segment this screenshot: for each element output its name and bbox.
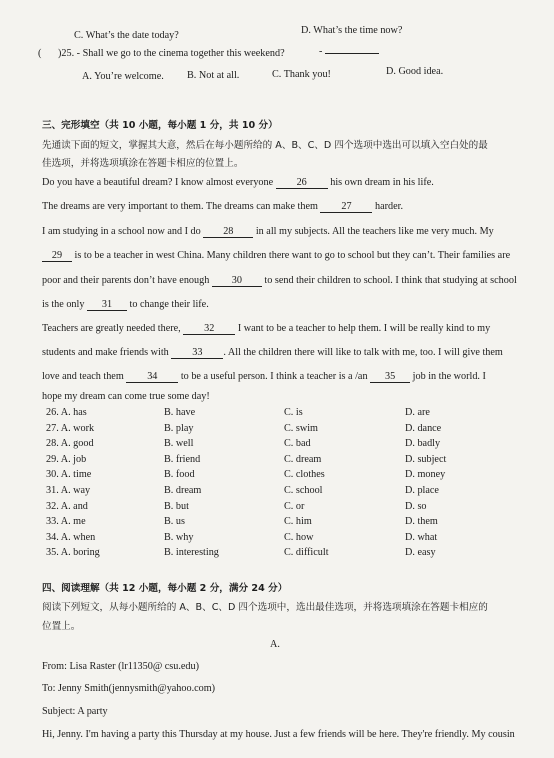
choice-option: C. or <box>284 500 305 512</box>
choice-option: C. dream <box>284 453 322 465</box>
choice-row <box>0 438 554 452</box>
choice-option: 27. A. work <box>46 422 95 434</box>
option-c-24: C. What’s the date today? <box>74 30 179 41</box>
choice-option: D. dance <box>405 422 442 434</box>
email-to: To: Jenny Smith(jennysmith@yahoo.com) <box>42 683 216 694</box>
passage-line-5: poor and their parents don’t have enough 30 to send their children to school. I think that studying at school <box>42 275 517 286</box>
choice-option: C. swim <box>284 422 318 434</box>
choice-option: 30. A. time <box>46 469 92 481</box>
choice-option: B. friend <box>164 453 201 465</box>
blank-32: 32 <box>183 323 235 335</box>
blank-27: 27 <box>320 201 372 213</box>
choice-row <box>0 423 554 437</box>
section-4-instruction-2: 位置上。 <box>42 621 81 632</box>
choice-row <box>0 516 554 530</box>
choice-row <box>0 532 554 546</box>
passage-line-3: I am studying in a school now and I do 28 in all my subjects. All the teachers like me very much. My <box>42 226 494 237</box>
choice-option: C. difficult <box>284 547 329 559</box>
passage-line-9: love and teach them 34 to be a useful person. I think a teacher is a /an 35 job in the world. I <box>42 371 486 382</box>
option-d-25: D. Good idea. <box>386 66 444 77</box>
choice-row <box>0 501 554 515</box>
choice-option: B. interesting <box>164 547 219 559</box>
choice-option: B. dream <box>164 485 202 496</box>
passage-line-8: students and make friends with 33 . All the children there will like to talk with me, too. I will give them <box>42 347 503 358</box>
option-b-25: B. Not at all. <box>187 70 240 81</box>
blank-30: 30 <box>212 275 262 287</box>
blank-34: 34 <box>126 371 178 383</box>
passage-line-10: hope my dream can come true some day! <box>42 391 210 402</box>
section-3-instruction-2: 佳选项，并将选项填涂在答题卡相应的位置上。 <box>42 158 244 169</box>
blank-29: 29 <box>42 250 72 262</box>
answer-paren: ( <box>38 48 42 59</box>
section-4-instruction-1: 阅读下列短文，从每小题所给的 A、B、C、D 四个选项中，选出最佳选项，并将选项填涂在答题卡相应的 <box>42 602 488 613</box>
choice-row <box>0 454 554 468</box>
email-subject: Subject: A party <box>42 706 108 717</box>
choice-option: 34. A. when <box>46 531 96 543</box>
choice-option: 31. A. way <box>46 485 91 496</box>
choice-row <box>0 485 554 499</box>
choice-option: 29. A. job <box>46 453 87 465</box>
choice-option: D. what <box>405 531 438 543</box>
choice-option: B. food <box>164 469 195 481</box>
choice-row <box>0 547 554 561</box>
choice-option: 35. A. boring <box>46 547 100 559</box>
choice-option: B. us <box>164 516 185 528</box>
section-4-heading: 四、阅读理解（共 12 小题，每小题 2 分，满分 24 分） <box>42 583 288 594</box>
question-25-dash: - <box>319 46 379 57</box>
email-from: From: Lisa Raster (lr11350@ csu.edu) <box>42 661 199 672</box>
choice-option: C. school <box>284 485 323 496</box>
choice-option: D. badly <box>405 438 441 450</box>
section-3-heading: 三、完形填空（共 10 小题，每小题 1 分，共 10 分） <box>42 120 278 131</box>
choice-option: D. subject <box>405 453 447 465</box>
choice-option: D. are <box>405 407 430 418</box>
choice-option: B. why <box>164 531 194 543</box>
choice-option: D. place <box>405 485 439 496</box>
blank-35: 35 <box>370 371 410 383</box>
choice-row <box>0 469 554 483</box>
choice-option: 32. A. and <box>46 500 88 512</box>
choice-option: C. him <box>284 516 312 528</box>
passage-line-4: 29 is to be a teacher in west China. Many children there want to go to school but they can’t. Their families are <box>42 250 510 262</box>
choice-option: 28. A. good <box>46 438 94 450</box>
option-a-25: A. You’re welcome. <box>82 71 164 82</box>
question-25-stem: )25. - Shall we go to the cinema together this weekend? <box>58 48 285 59</box>
passage-line-1: Do you have a beautiful dream? I know almost everyone 26 his own dream in his life. <box>42 177 434 188</box>
choice-option: 26. A. has <box>46 407 87 418</box>
choice-option: C. is <box>284 407 303 418</box>
option-c-25: C. Thank you! <box>272 69 331 80</box>
choice-option: C. clothes <box>284 469 325 481</box>
choice-option: D. them <box>405 516 438 528</box>
choice-option: C. bad <box>284 438 311 450</box>
choice-option: B. have <box>164 407 196 418</box>
choice-row <box>0 407 554 421</box>
blank-33: 33 <box>171 347 223 359</box>
choice-option: 33. A. me <box>46 516 86 528</box>
option-d-24: D. What’s the time now? <box>301 25 403 36</box>
choice-option: B. but <box>164 500 189 512</box>
choice-option: B. play <box>164 422 194 434</box>
choice-option: C. how <box>284 531 314 543</box>
passage-line-6: is the only 31 to change their life. <box>42 299 209 310</box>
blank-31: 31 <box>87 299 127 311</box>
email-body: Hi, Jenny. I'm having a party this Thursday at my house. Just a few friends will be here. They're friendly. My cousin <box>42 729 515 740</box>
choice-option: D. money <box>405 469 446 481</box>
blank-26: 26 <box>276 177 328 189</box>
blank-28: 28 <box>203 226 253 238</box>
choice-option: D. easy <box>405 547 436 559</box>
passage-line-7: Teachers are greatly needed there, 32 I want to be a teacher to help them. I will be really kind to my <box>42 323 491 334</box>
choice-option: D. so <box>405 500 427 512</box>
choice-option: B. well <box>164 438 194 450</box>
passage-line-2: The dreams are very important to them. The dreams can make them 27 harder. <box>42 201 404 212</box>
section-3-instruction-1: 先通读下面的短文，掌握其大意，然后在每小题所给的 A、B、C、D 四个选项中选出可以填入空白处的最 <box>42 140 488 151</box>
passage-label: A. <box>270 639 280 650</box>
